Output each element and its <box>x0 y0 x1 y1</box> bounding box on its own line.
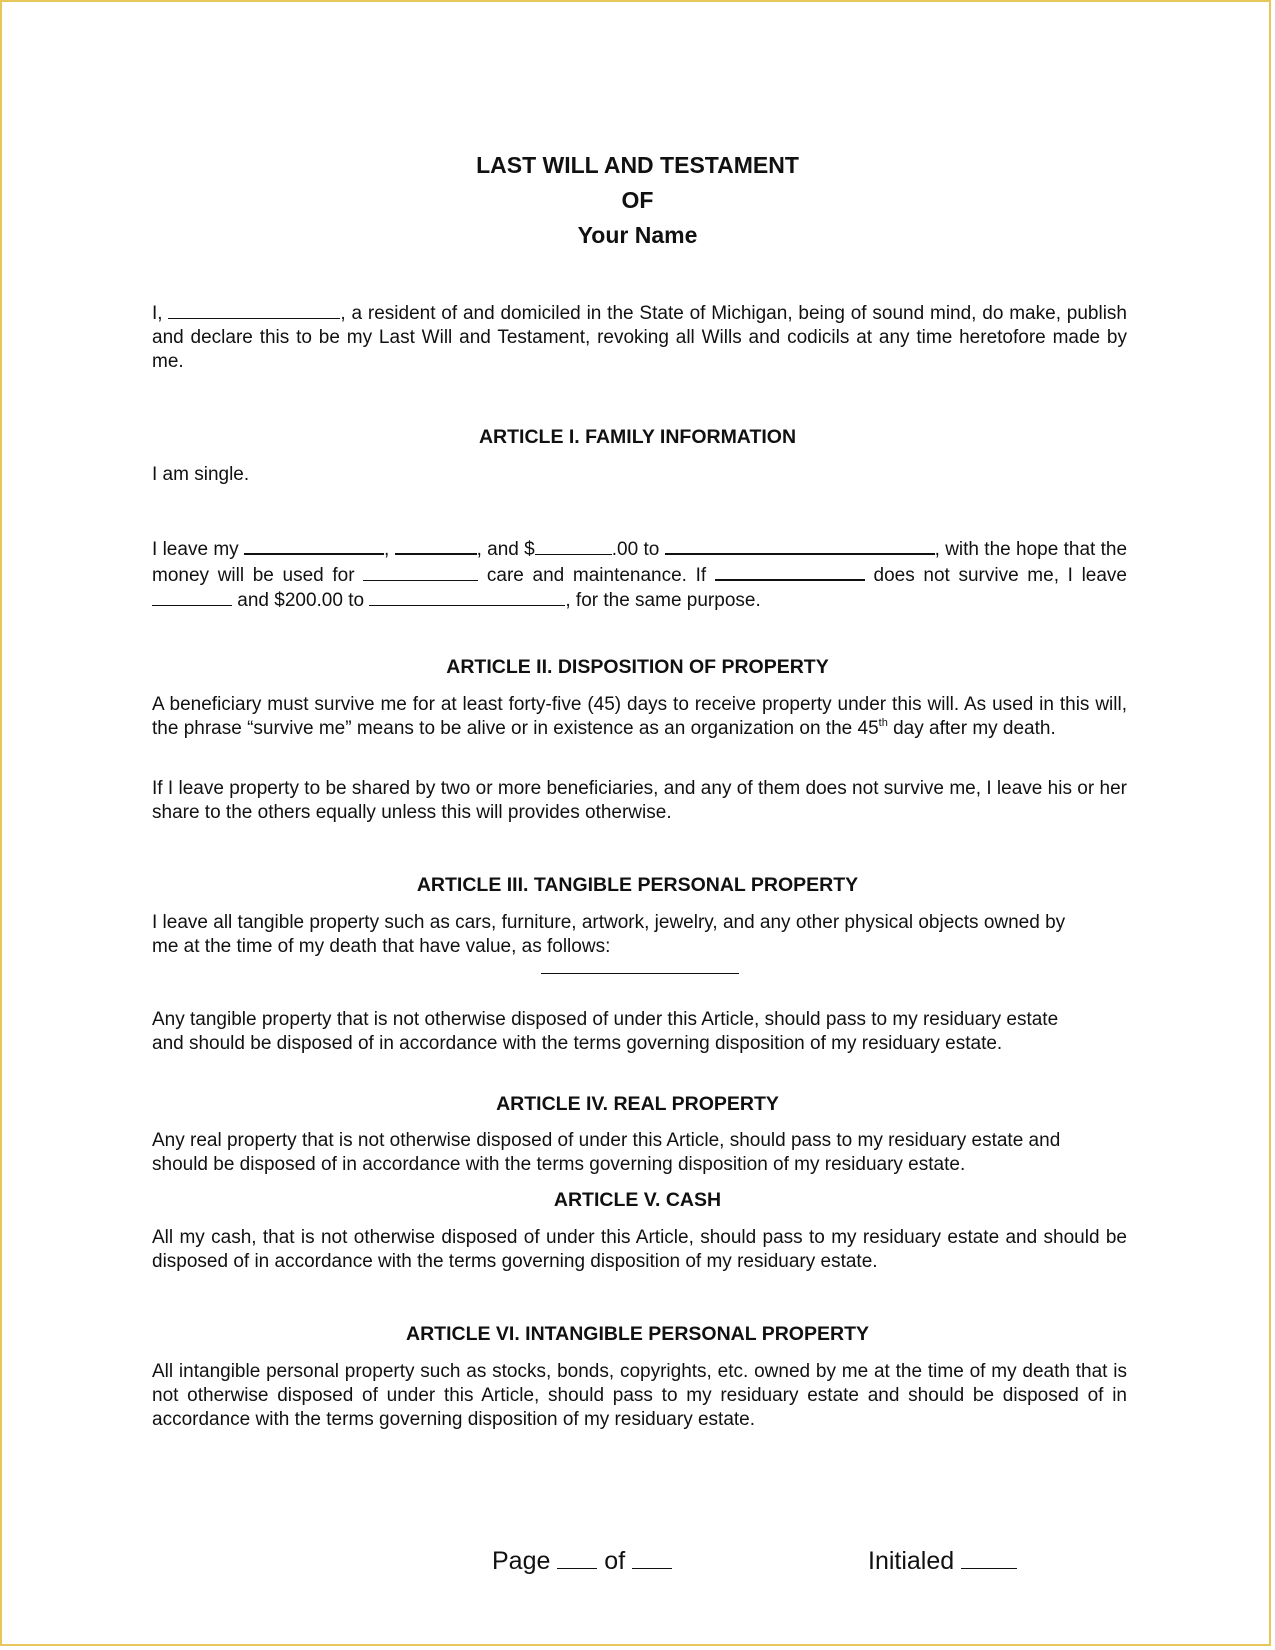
article-2-paragraph-2: If I leave property to be shared by two or more beneficiaries, and any of them does not survive me, I leave his or her share to the others equally unless this will provides otherwise. <box>152 778 1127 823</box>
family-status-text: I am single. <box>152 464 250 485</box>
caretaker-name-blank[interactable] <box>715 562 865 581</box>
document-title <box>2 148 1273 253</box>
intro-text-1: I, <box>152 303 163 324</box>
pet-text-5: , with the hope that the money will be used for <box>152 539 1128 586</box>
article-4-paragraph: Any real property that is not otherwise disposed of under this Article, should pass to my residuary estate and should be disposed of in accordance with the terms governing disposition of my residuary estate. <box>152 1130 1061 1175</box>
initials-blank[interactable] <box>961 1548 1017 1569</box>
page-number-blank[interactable] <box>557 1548 597 1569</box>
pet-text-4: .00 to <box>611 539 660 560</box>
title-line-1: LAST WILL AND TESTAMENT <box>476 152 799 178</box>
pet-amount-blank[interactable] <box>535 537 612 555</box>
survival-text-b: day after my death. <box>887 718 1056 739</box>
pet-type-blank[interactable] <box>244 536 384 555</box>
tangible-property-blank[interactable] <box>541 973 739 974</box>
article-1-heading: ARTICLE I. FAMILY INFORMATION <box>478 426 797 448</box>
article-4-heading: ARTICLE IV. REAL PROPERTY <box>496 1093 779 1115</box>
article-2-paragraph-1 <box>152 693 1127 741</box>
title-line-2: OF <box>621 187 654 213</box>
intro-paragraph <box>152 301 1127 374</box>
pet-text-8: and $200.00 to <box>237 590 365 611</box>
survival-text-a: A beneficiary must survive me for at least forty-five (45) days to receive property under this will. As used in this will, the phrase “survive me” means to be alive or in existence as an organization on the 45 <box>152 694 1127 739</box>
pet-text-9: , for the same purpose. <box>565 590 761 611</box>
intro-text-2: , a resident of and domiciled in the State of Michigan, being of sound mind, do make, publish and declare this to be my Last Will and Testament, revoking all Wills and codicils at any time heretofore made by me. <box>152 303 1128 372</box>
pet-bequest-paragraph <box>152 536 1127 613</box>
pet-text-2: , <box>383 539 390 560</box>
alternate-caretaker-blank[interactable] <box>369 588 565 606</box>
testator-name-blank[interactable] <box>168 301 340 319</box>
article-5-paragraph: All my cash, that is not otherwise disposed of under this Article, should pass to my residuary estate and should be disposed of in accordance with the terms governing disposition of my residuary estate. <box>152 1227 1127 1272</box>
article-3-heading: ARTICLE III. TANGIBLE PERSONAL PROPERTY <box>416 874 859 896</box>
pet-text-7: does not survive me, I leave <box>873 565 1128 586</box>
pet-name-blank[interactable] <box>395 536 477 555</box>
pet-text-3: , and $ <box>476 539 535 560</box>
caretaker-blank[interactable] <box>665 536 935 555</box>
article-3-paragraph-1: I leave all tangible property such as cars, furniture, artwork, jewelry, and any other physical objects owned by me at the time of my death that have value, as follows: <box>152 912 1066 957</box>
ordinal-suffix: th <box>878 717 888 729</box>
article-2-heading: ARTICLE II. DISPOSITION OF PROPERTY <box>446 656 829 678</box>
of-label: of <box>604 1547 626 1575</box>
page-number-field <box>492 1546 672 1576</box>
article-5-heading: ARTICLE V. CASH <box>553 1189 722 1211</box>
initialed-field <box>868 1546 1017 1576</box>
pet-text-1: I leave my <box>152 539 239 560</box>
pet-alt-blank[interactable] <box>152 588 232 606</box>
article-6-paragraph: All intangible personal property such as stocks, bonds, copyrights, etc. owned by me at the time of my death that is not otherwise disposed of under this Article, should pass to my residuary estate and should be disposed of in accordance with the terms governing disposition of my residuary estate. <box>152 1361 1127 1430</box>
pet-care-blank[interactable] <box>363 563 478 581</box>
pet-text-6: care and maintenance. If <box>486 565 707 586</box>
article-3-paragraph-2: Any tangible property that is not otherwise disposed of under this Article, should pass to my residuary estate and should be disposed of in accordance with the terms governing disposition of my residuary estate. <box>152 1009 1059 1054</box>
page-label: Page <box>492 1547 551 1575</box>
page-total-blank[interactable] <box>632 1548 672 1569</box>
article-6-heading: ARTICLE VI. INTANGIBLE PERSONAL PROPERTY <box>406 1323 869 1345</box>
initialed-label: Initialed <box>868 1547 955 1575</box>
title-line-3: Your Name <box>577 222 698 248</box>
